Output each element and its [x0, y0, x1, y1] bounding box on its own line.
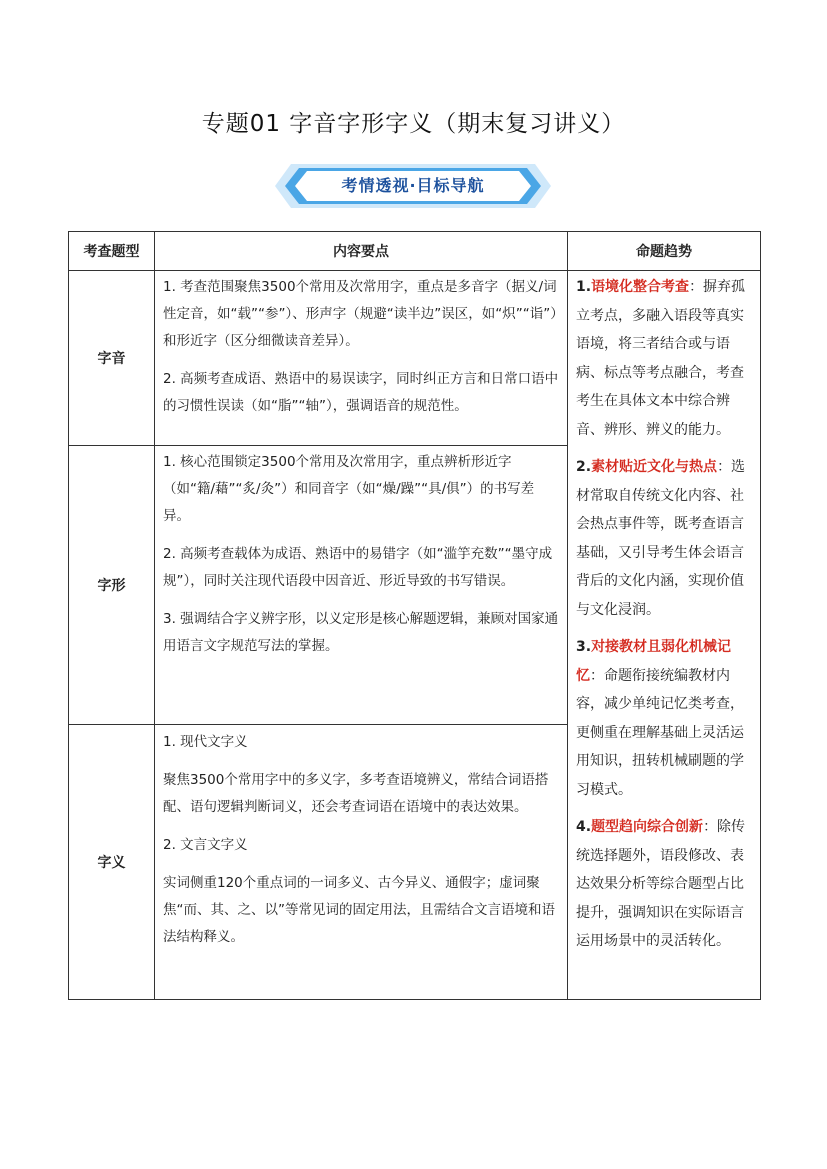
- content-point: 3. 强调结合字义辨字形，以义定形是核心解题逻辑，兼顾对国家通用语言文字规范写法的掌握。: [163, 611, 559, 654]
- table-row: [69, 271, 761, 446]
- content-cell: [155, 271, 568, 446]
- trend-title: 对接教材且弱化机械记忆: [576, 639, 732, 684]
- section-heading: 2. 文言文字义: [163, 837, 248, 853]
- header-trend: 命题趋势: [568, 232, 761, 271]
- content-point: 2. 高频考查成语、熟语中的易误读字，同时纠正方言和日常口语中的习惯性误读（如“脂”“轴”），强调语音的规范性。: [163, 371, 559, 414]
- content-cell: [155, 725, 568, 1000]
- section-heading: 1. 现代文字义: [163, 734, 248, 750]
- content-point: 1. 考查范围聚焦3500个常用及次常用字，重点是多音字（据义/词性定音，如“载”“参”）、形声字（规避“读半边”误区，如“炽”“诣”）和形近字（区分细微读音差异）。: [163, 279, 557, 349]
- section-banner: [273, 161, 553, 211]
- trend-item: 3.对接教材且弱化机械记忆：命题衔接统编教材内容，减少单纯记忆类考查，更侧重在理解基础上灵活运用知识，扭转机械刷题的学习模式。: [576, 639, 744, 798]
- content-cell: [155, 446, 568, 725]
- trend-title: 素材贴近文化与热点: [591, 459, 718, 475]
- section-body: 聚焦3500个常用字中的多义字，多考查语境辨义，常结合词语搭配、语句逻辑判断词义，还会考查词语在语境中的表达效果。: [163, 772, 549, 815]
- header-question-type: 考查题型: [69, 232, 155, 271]
- category-cell: 字义: [69, 725, 155, 1000]
- trend-title: 题型趋向综合创新: [591, 819, 704, 835]
- content-point: 1. 核心范围锁定3500个常用及次常用字，重点辨析形近字（如“籍/藉”“炙/灸”）和同音字（如“燥/躁”“具/俱”）的书写差异。: [163, 454, 535, 524]
- trend-item: 1.语境化整合考查：摒弃孤立考点，多融入语段等真实语境，将三者结合或与语病、标点等考点融合，考查考生在具体文本中综合辨音、辨形、辨义的能力。: [576, 279, 746, 438]
- exam-analysis-table: [68, 231, 761, 1000]
- trend-item: 2.素材贴近文化与热点：选材常取自传统文化内容、社会热点事件等，既考查语言基础，又引导考生体会语言背后的文化内涵，实现价值与文化浸润。: [576, 459, 746, 618]
- document-title: 专题01 字音字形字义（期末复习讲义）: [201, 111, 626, 137]
- table-header-row: [69, 232, 761, 271]
- trend-title: 语境化整合考查: [591, 279, 690, 295]
- section-body: 实词侧重120个重点词的一词多义、古今异义、通假字；虚词聚焦“而、其、之、以”等常见词的固定用法，且需结合文言语境和语法结构释义。: [163, 875, 555, 945]
- header-content-points: 内容要点: [155, 232, 568, 271]
- banner-text: 考情透视·目标导航: [341, 176, 485, 195]
- content-point: 2. 高频考查载体为成语、熟语中的易错字（如“滥竽充数”“墨守成规”），同时关注现代语段中因音近、形近导致的书写错误。: [163, 546, 553, 589]
- trend-item: 4.题型趋向综合创新：除传统选择题外，语段修改、表达效果分析等综合题型占比提升，强调知识在实际语言运用场景中的灵活转化。: [576, 819, 746, 949]
- trend-cell: [568, 271, 761, 1000]
- category-cell: 字形: [69, 446, 155, 725]
- category-cell: 字音: [69, 271, 155, 446]
